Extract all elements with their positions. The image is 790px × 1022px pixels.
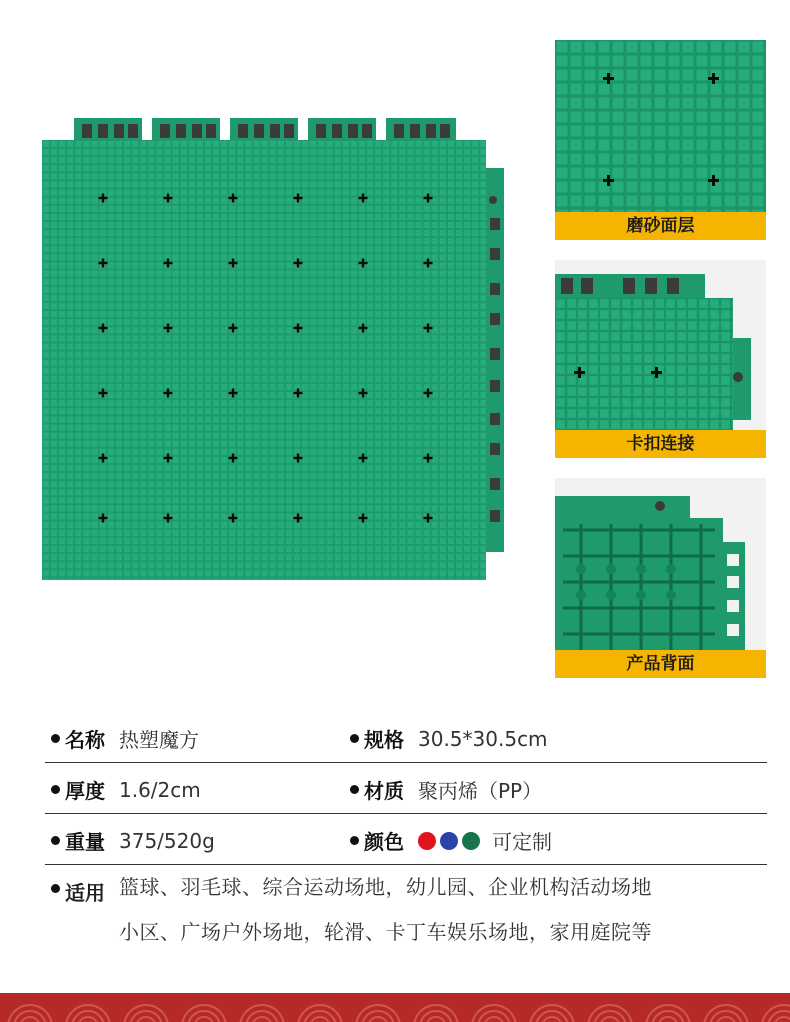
usage-line: 小区、广场户外场地，轮滑、卡丁车娱乐场地，家用庭院等 [119, 920, 652, 944]
surface-detail-panel [555, 40, 766, 240]
spec-label: 适用 [65, 881, 105, 905]
surface-caption: 磨砂面层 [555, 212, 766, 240]
spec-material [350, 775, 542, 804]
back-detail-image [555, 478, 766, 650]
usage-lines [119, 865, 652, 955]
bullet-icon [51, 836, 60, 845]
spec-value: 1.6/2cm [119, 777, 201, 802]
spec-table [45, 712, 767, 975]
spec-row [45, 814, 767, 865]
tile-illustration [38, 118, 508, 583]
spec-value: 375/520g [119, 828, 215, 853]
spec-row [45, 712, 767, 763]
connect-detail-image [555, 260, 766, 430]
spec-label: 重量 [65, 830, 105, 854]
spec-label: 材质 [364, 779, 404, 803]
blue-swatch [440, 832, 458, 850]
surface-detail-image [555, 40, 766, 212]
spec-name [51, 724, 199, 753]
bullet-icon [51, 884, 60, 893]
color-swatches [418, 832, 484, 850]
main-product-image [38, 118, 508, 583]
wave-pattern-icon [0, 993, 790, 1022]
back-caption: 产品背面 [555, 650, 766, 678]
connect-detail-panel [555, 260, 766, 458]
decorative-footer-band [0, 993, 790, 1022]
bullet-icon [51, 785, 60, 794]
spec-color [350, 826, 552, 855]
spec-value: 可定制 [492, 830, 552, 854]
spec-row [45, 763, 767, 814]
bullet-icon [350, 734, 359, 743]
spec-usage [51, 877, 652, 955]
spec-label: 名称 [65, 728, 105, 752]
bullet-icon [350, 836, 359, 845]
spec-value: 热塑魔方 [119, 728, 199, 752]
spec-label: 厚度 [65, 779, 105, 803]
spec-value: 聚丙烯（PP） [418, 779, 543, 803]
red-swatch [418, 832, 436, 850]
spec-weight [51, 826, 215, 855]
back-detail-panel [555, 478, 766, 678]
spec-row [45, 865, 767, 975]
bullet-icon [51, 734, 60, 743]
bullet-icon [350, 785, 359, 794]
green-swatch [462, 832, 480, 850]
spec-size [350, 724, 548, 753]
spec-value: 30.5*30.5cm [418, 726, 548, 751]
spec-thickness [51, 775, 201, 804]
spec-label: 规格 [364, 728, 404, 752]
usage-line: 篮球、羽毛球、综合运动场地，幼儿园、企业机构活动场地 [119, 875, 652, 899]
spec-label: 颜色 [364, 830, 404, 854]
connect-caption: 卡扣连接 [555, 430, 766, 458]
